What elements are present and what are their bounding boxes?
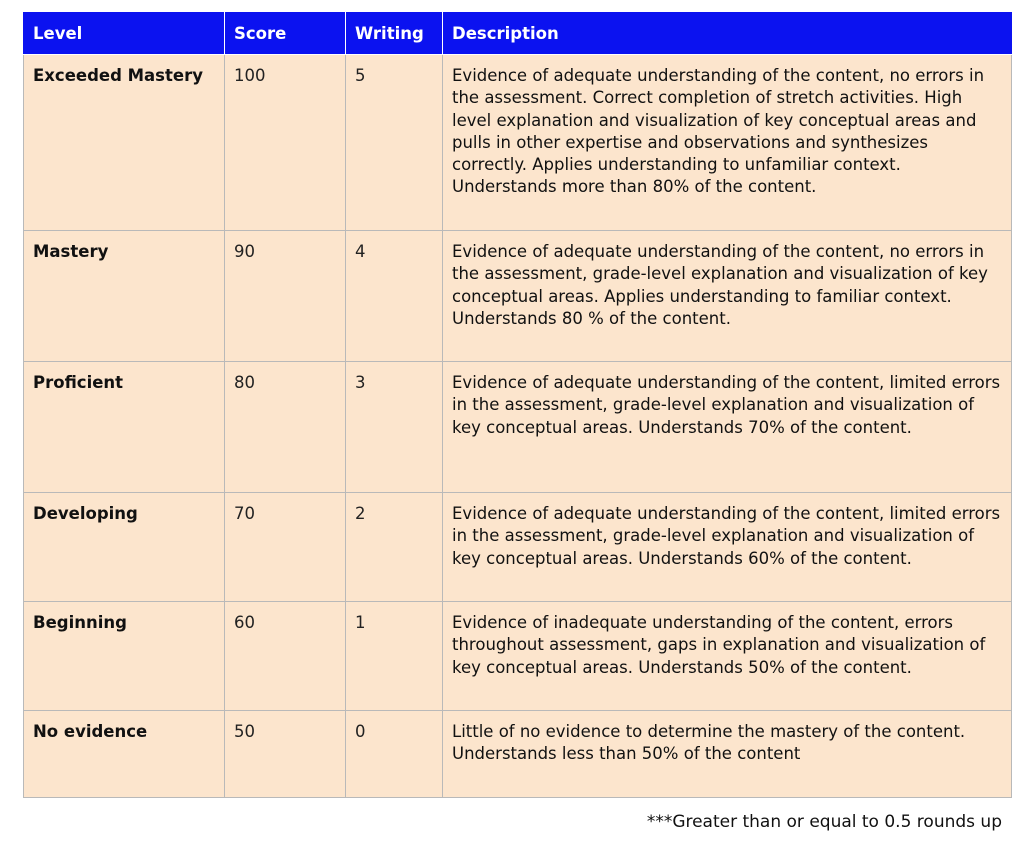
table-row [24,362,1012,493]
level-cell: Beginning [24,602,225,711]
table-row [24,493,1012,602]
description-cell: Evidence of adequate understanding of the content, limited errors in the assessment, grade-level explanation and visualization of key conceptual areas. Understands 60% of the content. [443,493,1012,602]
description-cell: Evidence of adequate understanding of the content, no errors in the assessment. Correct completion of stretch activities. High level explanation and visualization of key conceptual areas and pulls in other expertise and observations and synthesizes correctly. Applies understanding to unfamiliar context. Understands more than 80% of the content. [443,55,1012,231]
rubric-table [23,12,1012,798]
header-description: Description [443,13,1012,55]
writing-cell: 0 [346,711,443,798]
level-cell: No evidence [24,711,225,798]
description-cell: Little of no evidence to determine the mastery of the content. Understands less than 50% of the content [443,711,1012,798]
description-cell: Evidence of adequate understanding of the content, limited errors in the assessment, grade-level explanation and visualization of key conceptual areas. Understands 70% of the content. [443,362,1012,493]
level-cell: Exceeded Mastery [24,55,225,231]
level-cell: Developing [24,493,225,602]
writing-cell: 2 [346,493,443,602]
table-body [24,55,1012,798]
rounding-footnote: ***Greater than or equal to 0.5 rounds up [646,812,1002,832]
description-cell: Evidence of inadequate understanding of the content, errors throughout assessment, gaps in explanation and visualization of key conceptual areas. Understands 50% of the content. [443,602,1012,711]
score-cell: 80 [225,362,346,493]
writing-cell: 1 [346,602,443,711]
score-cell: 70 [225,493,346,602]
table-row [24,231,1012,362]
header-score: Score [225,13,346,55]
header-row [24,13,1012,55]
table-header [24,13,1012,55]
writing-cell: 4 [346,231,443,362]
header-writing: Writing [346,13,443,55]
table-row [24,602,1012,711]
score-cell: 90 [225,231,346,362]
score-cell: 50 [225,711,346,798]
level-cell: Proficient [24,362,225,493]
score-cell: 100 [225,55,346,231]
level-cell: Mastery [24,231,225,362]
writing-cell: 5 [346,55,443,231]
header-level: Level [24,13,225,55]
score-cell: 60 [225,602,346,711]
table-row [24,711,1012,798]
writing-cell: 3 [346,362,443,493]
table-row [24,55,1012,231]
description-cell: Evidence of adequate understanding of the content, no errors in the assessment, grade-level explanation and visualization of key conceptual areas. Applies understanding to familiar context. Understands 80 % of the content. [443,231,1012,362]
